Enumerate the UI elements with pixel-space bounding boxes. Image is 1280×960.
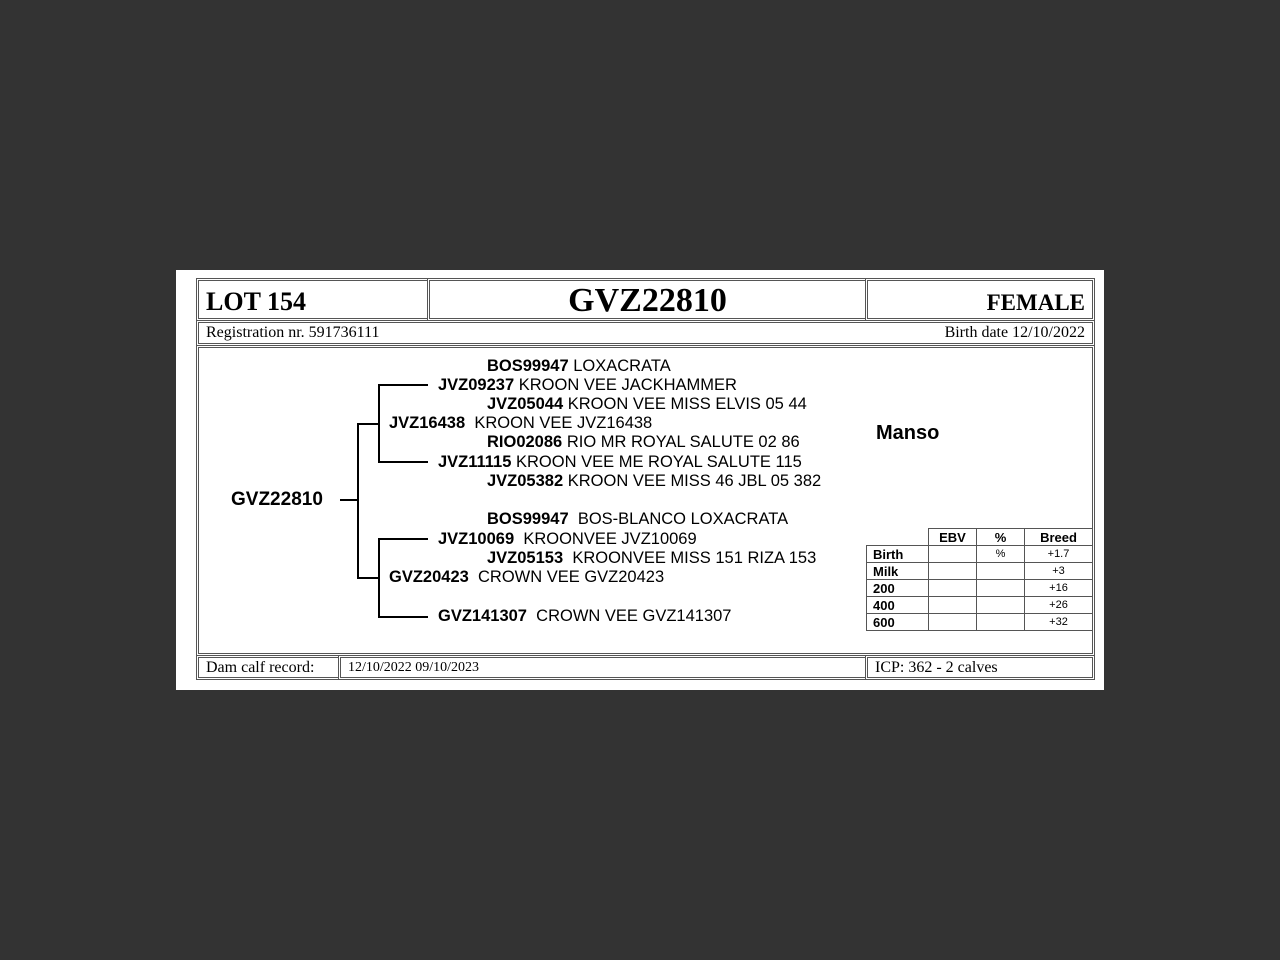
ebv-percent: [977, 614, 1025, 631]
lot-card: [176, 270, 1104, 690]
birth-date: Birth date 12/10/2022: [944, 324, 1085, 341]
ebv-row: [867, 563, 1093, 580]
ebv-row: [867, 614, 1093, 631]
ebv-header-blank: [867, 529, 929, 546]
ebv-value: [929, 614, 977, 631]
registration-row: [196, 320, 1095, 346]
pedigree-dam: GVZ20423 CROWN VEE GVZ20423: [389, 568, 665, 586]
ebv-row-label: Milk: [867, 563, 929, 580]
pedigree-line: [378, 384, 380, 463]
pedigree-line: [378, 538, 380, 618]
pedigree-line: [378, 461, 428, 463]
ebv-percent: [977, 597, 1025, 614]
animal-id-box: [427, 278, 868, 321]
animal-id-title: GVZ22810: [568, 282, 727, 319]
ebv-row: [867, 597, 1093, 614]
pedigree-sire-dam-sire: RIO02086 RIO MR ROYAL SALUTE 02 86: [487, 433, 800, 451]
ebv-percent: [977, 563, 1025, 580]
ebv-row: [867, 546, 1093, 563]
ebv-breed: +16: [1025, 580, 1093, 597]
pedigree-line: [378, 616, 428, 618]
lot-box: [196, 278, 430, 321]
dam-calf-dates-box: [338, 655, 868, 680]
icp-box: [865, 655, 1095, 680]
pedigree-sire-sire: JVZ09237 KROON VEE JACKHAMMER: [438, 376, 737, 394]
ebv-table: [866, 528, 1093, 631]
pedigree-line: [378, 538, 428, 540]
pedigree-sire-sire-sire: BOS99947 LOXACRATA: [487, 357, 671, 375]
pedigree-line: [340, 499, 358, 501]
pedigree-dam-dam: GVZ141307 CROWN VEE GVZ141307: [438, 607, 732, 625]
ebv-breed: +3: [1025, 563, 1093, 580]
pedigree-line: [357, 577, 379, 579]
pedigree-line: [357, 423, 379, 425]
dam-calf-label: Dam calf record:: [206, 659, 315, 676]
pedigree-line: [378, 384, 428, 386]
pedigree-animal: GVZ22810: [231, 489, 323, 510]
ebv-row-label: Birth: [867, 546, 929, 563]
ebv-header-row: [867, 529, 1093, 546]
ebv-breed: +1.7: [1025, 546, 1093, 563]
lot-number: LOT 154: [206, 287, 306, 316]
pedigree-sire-sire-dam: JVZ05044 KROON VEE MISS ELVIS 05 44: [487, 395, 807, 413]
ebv-value: [929, 563, 977, 580]
registration-number: Registration nr. 591736111: [206, 324, 380, 341]
ebv-breed: +26: [1025, 597, 1093, 614]
pedigree-sire: JVZ16438 KROON VEE JVZ16438: [389, 414, 653, 432]
sex-label: FEMALE: [986, 290, 1085, 315]
pedigree-sire-dam: JVZ11115 KROON VEE ME ROYAL SALUTE 115: [438, 453, 802, 471]
ebv-row-label: 200: [867, 580, 929, 597]
pedigree-dam-sire-sire: BOS99947 BOS-BLANCO LOXACRATA: [487, 510, 789, 528]
ebv-percent: [977, 580, 1025, 597]
ebv-header: EBV: [929, 529, 977, 546]
ebv-header: %: [977, 529, 1025, 546]
pedigree-line: [357, 423, 359, 579]
pedigree-dam-sire-dam: JVZ05153 KROONVEE MISS 151 RIZA 153: [487, 549, 817, 567]
dam-calf-label-box: [196, 655, 341, 680]
icp-record: ICP: 362 - 2 calves: [875, 659, 998, 676]
pedigree-dam-sire: JVZ10069 KROONVEE JVZ10069: [438, 530, 697, 548]
temperament-note: Manso: [876, 422, 940, 444]
pedigree-sire-dam-dam: JVZ05382 KROON VEE MISS 46 JBL 05 382: [487, 472, 822, 490]
ebv-value: [929, 546, 977, 563]
ebv-value: [929, 580, 977, 597]
ebv-value: [929, 597, 977, 614]
ebv-row: [867, 580, 1093, 597]
ebv-header: Breed: [1025, 529, 1093, 546]
ebv-breed: +32: [1025, 614, 1093, 631]
ebv-percent: %: [977, 546, 1025, 563]
sex-box: [865, 278, 1095, 321]
dam-calf-dates: 12/10/2022 09/10/2023: [348, 660, 480, 675]
ebv-row-label: 600: [867, 614, 929, 631]
ebv-row-label: 400: [867, 597, 929, 614]
